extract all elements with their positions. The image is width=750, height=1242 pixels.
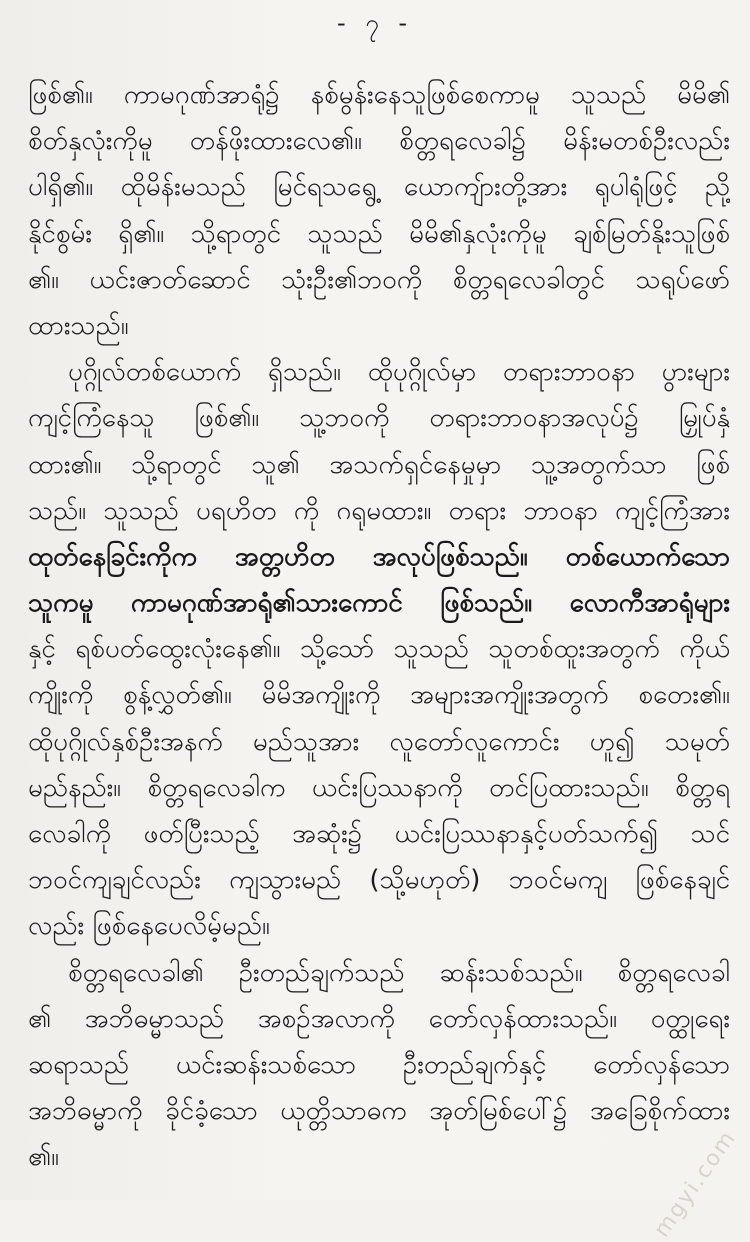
text-line: ဆရာသည် ယင်းဆန်းသစ်သော ဦးတည်ချက်နှင့် တော်လှန်သော: [28, 1049, 730, 1080]
text-line: ထုတ်နေခြင်းကိုက အတ္တဟိတ အလုပ်ဖြစ်သည်။ တစ်ယောက်သော: [28, 541, 730, 572]
text-line: ဘဝင်ကျချင်လည်း ကျသွားမည် (သို့မဟုတ်) ဘဝင်မကျ ဖြစ်နေချင်: [28, 865, 730, 896]
text-line: နှင့် ရစ်ပတ်ထွေးလုံးနေ၏။ သို့သော် သူသည် သူတစ်ထူးအတွက် ကိုယ်: [28, 634, 730, 665]
text-line: ၏။: [28, 1142, 60, 1173]
text-line: လည်း ဖြစ်နေပေလိမ့်မည်။: [28, 911, 270, 942]
text-line: ကျိုးကို စွန့်လွှတ်၏။ မိမိအကျိုးကို အများအကျိုးအတွက် စတေး၏။: [28, 680, 730, 711]
text-line: မည်နည်း။ စိတ္တရလေခါက ယင်းပြဿနာကို တင်ပြထားသည်။ စိတ္တရ: [28, 772, 730, 803]
text-line: လေခါကို ဖတ်ပြီးသည့် အဆုံး၌ ယင်းပြဿနာနှင့်ပတ်သက်၍ သင်: [28, 819, 730, 849]
text-line: နိုင်စွမ်း ရှိ၏။ သို့ရာတွင် သူသည် မိမိ၏နှလုံးကိုမူ ချစ်မြတ်နိုးသူဖြစ်: [28, 218, 730, 249]
text-line: ကျင့်ကြံနေသူ ဖြစ်၏။ သူ့ဘဝကို တရားဘာဝနာအလုပ်၌ မြှုပ်နှံ: [28, 403, 730, 434]
text-line: ၏။ ယင်းဇာတ်ဆောင် သုံးဦး၏ဘဝကို စိတ္တရလေခါတွင် သရုပ်ဖော်: [28, 264, 730, 295]
text-line: သူကမူ ကာမဂုဏ်အာရုံ၏သားကောင် ဖြစ်သည်။ လောကီအာရုံများ: [28, 588, 730, 619]
text-line: အဘိဓမ္မာကို ခိုင်ခံ့သော ယုတ္တိသာဓက အုတ်မြစ်ပေါ်၌ အခြေစိုက်ထား: [28, 1096, 730, 1127]
text-line: ထားသည်။: [28, 310, 129, 341]
page-number: - ၇ -: [336, 9, 414, 37]
text-line: ထား၏။ သို့ရာတွင် သူ၏ အသက်ရှင်နေမှုမှာ သူ့အတွက်သာ ဖြစ်: [28, 449, 730, 480]
paragraph-start-line: ပုဂ္ဂိုလ်တစ်ယောက် ရှိသည်။ ထိုပုဂ္ဂိုလ်မှာ တရားဘာဝနာ ပွားများ: [68, 357, 730, 388]
watermark: mgyi.com: [650, 1125, 742, 1242]
text-line: ထိုပုဂ္ဂိုလ်နှစ်ဦးအနက် မည်သူအား လူတော်လူကောင်း ဟူ၍ သမုတ်: [28, 726, 730, 757]
text-line: ၏ အဘိဓမ္မာသည် အစဉ်အလာကို တော်လှန်ထားသည်။ ဝတ္ထုရေး: [28, 1003, 730, 1034]
paragraph-start-line: စိတ္တရလေခါ၏ ဦးတည်ချက်သည် ဆန်းသစ်သည်။ စိတ္တရလေခါ: [68, 957, 730, 988]
text-line: စိတ်နှလုံးကိုမူ တန်ဖိုးထားလေ၏။ စိတ္တရလေခါ၌ မိန်းမတစ်ဦးလည်း: [28, 126, 730, 157]
text-line: သည်။ သူသည် ပရဟိတ ကို ဂရုမထား။ တရား ဘာဝနာ ကျင့်ကြံအား: [28, 495, 730, 526]
body-text: [28, 72, 730, 1181]
text-line: ပါရှိ၏။ ထိုမိန်းမသည် မြင်ရသရွေ့ ယောကျ်ားတို့အား ရုပါရုံဖြင့် ညို့: [28, 172, 730, 203]
text-line: ဖြစ်၏။ ကာမဂုဏ်အာရုံ၌ နစ်မွန်းနေသူဖြစ်စေကာမူ သူသည် မိမိ၏: [28, 80, 730, 110]
